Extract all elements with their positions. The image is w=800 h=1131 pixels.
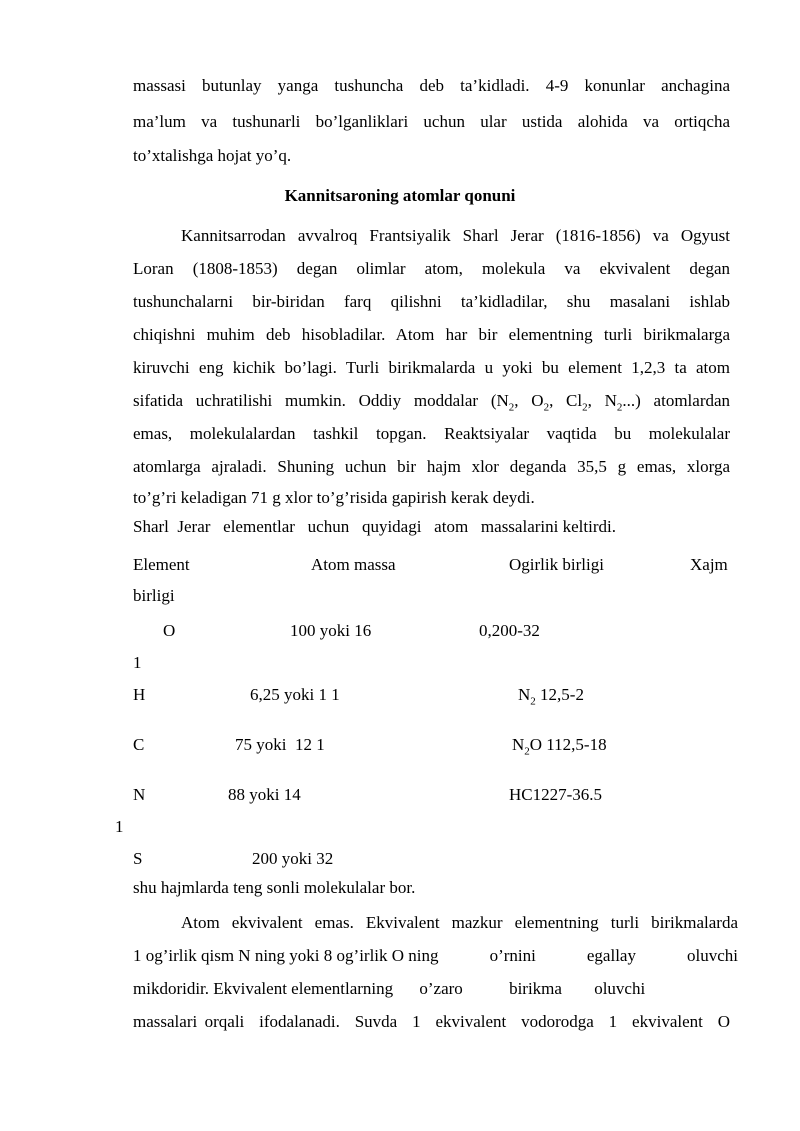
table-cell-extra-o: 1 <box>133 653 142 672</box>
para1-line-4: chiqishni muhim deb hisobladilar. Atom har bir elementning turli birikmalarga <box>133 325 730 344</box>
table-cell-mass-o: 100 yoki 16 <box>290 621 372 640</box>
para1-line-6-part: , O <box>514 391 544 410</box>
para1-line-10: Sharl Jerar elementlar uchun quyidagi atom massalarini keltirdi. <box>133 517 616 536</box>
table-header-element: Element <box>133 555 190 574</box>
intro-line-3: to’xtalishga hojat yo’q. <box>133 146 292 165</box>
subscript: 2 <box>530 695 536 708</box>
compound-value: 12,5-2 <box>535 685 584 704</box>
para2-line-4: massalari orqali ifodalanadi. Suvda 1 ekvivalent vodorodga 1 ekvivalent O <box>133 1012 730 1031</box>
table-cell-compound-n: HC1227-36.5 <box>509 785 603 804</box>
subscript: 2 <box>616 401 623 414</box>
table-cell-mass-s: 200 yoki 32 <box>252 849 334 868</box>
compound-text: N <box>518 685 531 704</box>
table-header-weight-unit: Ogirlik birligi <box>509 555 604 574</box>
intro-line-2: ma’lum va tushunarli bo’lganliklari uchun ular ustida alohida va ortiqcha <box>133 112 730 131</box>
table-cell-element-o: O <box>163 621 176 640</box>
para1-line-8: atomlarga ajraladi. Shuning uchun bir hajm xlor deganda 35,5 g emas, xlorga <box>133 457 730 476</box>
compound-text: N <box>512 735 525 754</box>
para2-line-2-part: oluvchi <box>687 946 738 965</box>
para2-line-2 <box>133 946 738 966</box>
subscript: 2 <box>524 745 530 758</box>
para2-line-3 <box>133 979 703 999</box>
para1-line-6-post: ...) atomlardan <box>622 391 731 410</box>
table-cell-element-h: H <box>133 685 146 704</box>
table-header-unit: birligi <box>133 586 175 605</box>
table-header-atom-mass: Atom massa <box>311 555 396 574</box>
para1-line-7: emas, molekulalardan tashkil topgan. Reaktsiyalar vaqtida bu molekulalar <box>133 424 730 443</box>
table-cell-mass-n: 88 yoki 14 <box>228 785 301 804</box>
intro-line-1: massasi butunlay yanga tushuncha deb ta’kidladi. 4-9 konunlar anchagina <box>133 76 730 95</box>
subscript: 2 <box>582 401 588 414</box>
para1-line-9: to’g’ri keladigan 71 g xlor to’g’risida gapirish kerak deydi. <box>133 488 535 507</box>
para2-line-3-part: mikdoridir. Ekvivalent elementlarning <box>133 979 394 998</box>
table-cell-mass-c: 75 yoki 12 1 <box>235 735 325 754</box>
para2-line-2-part: egallay <box>586 946 636 965</box>
table-cell-extra-n: 1 <box>115 817 124 836</box>
table-cell-element-c: C <box>133 735 145 754</box>
section-heading: Kannitsaroning atomlar qonuni <box>284 186 516 205</box>
para1-line-6-pre: sifatida uchratilishi mumkin. Oddiy moddalar (N <box>133 391 509 410</box>
para2-line-2-part: o’rnini <box>489 946 536 965</box>
table-cell-compound-h <box>518 685 584 711</box>
para1-line-1: Kannitsarrodan avvalroq Frantsiyalik Sharl Jerar (1816-1856) va Ogyust <box>181 226 730 245</box>
table-cell-element-s: S <box>133 849 143 868</box>
para2-line-1: Atom ekvivalent emas. Ekvivalent mazkur elementning turli birikmalarda <box>181 913 738 932</box>
after-table-line: shu hajmlarda teng sonli molekulalar bor. <box>133 878 416 897</box>
para1-line-6 <box>133 391 730 417</box>
para2-line-2-part: 1 og’irlik qism N ning yoki 8 og’irlik O ning <box>133 946 439 965</box>
table-cell-compound-c <box>512 735 607 761</box>
para2-line-3-part: o’zaro <box>419 979 463 998</box>
table-cell-element-n: N <box>133 785 146 804</box>
para1-line-5: kiruvchi eng kichik bo’lagi. Turli birikmalarda u yoki bu element 1,2,3 ta atom <box>133 358 730 377</box>
table-cell-mass-h: 6,25 yoki 1 1 <box>250 685 340 704</box>
para1-line-3: tushunchalarni bir-biridan farq qilishni ta’kidladilar, shu masalani ishlab <box>133 292 730 311</box>
subscript: 2 <box>543 401 550 414</box>
subscript: 2 <box>508 401 515 414</box>
compound-value: O 112,5-18 <box>529 735 607 754</box>
para1-line-6-part: , Cl <box>549 391 583 410</box>
table-header-volume: Xajm <box>690 555 728 574</box>
para1-line-2: Loran (1808-1853) degan olimlar atom, molekula va ekvivalent degan <box>133 259 730 278</box>
para2-line-3-part: oluvchi <box>594 979 646 998</box>
para2-line-3-part: birikma <box>509 979 562 998</box>
table-cell-value-o: 0,200-32 <box>479 621 540 640</box>
para1-line-6-part: , N <box>587 391 617 410</box>
